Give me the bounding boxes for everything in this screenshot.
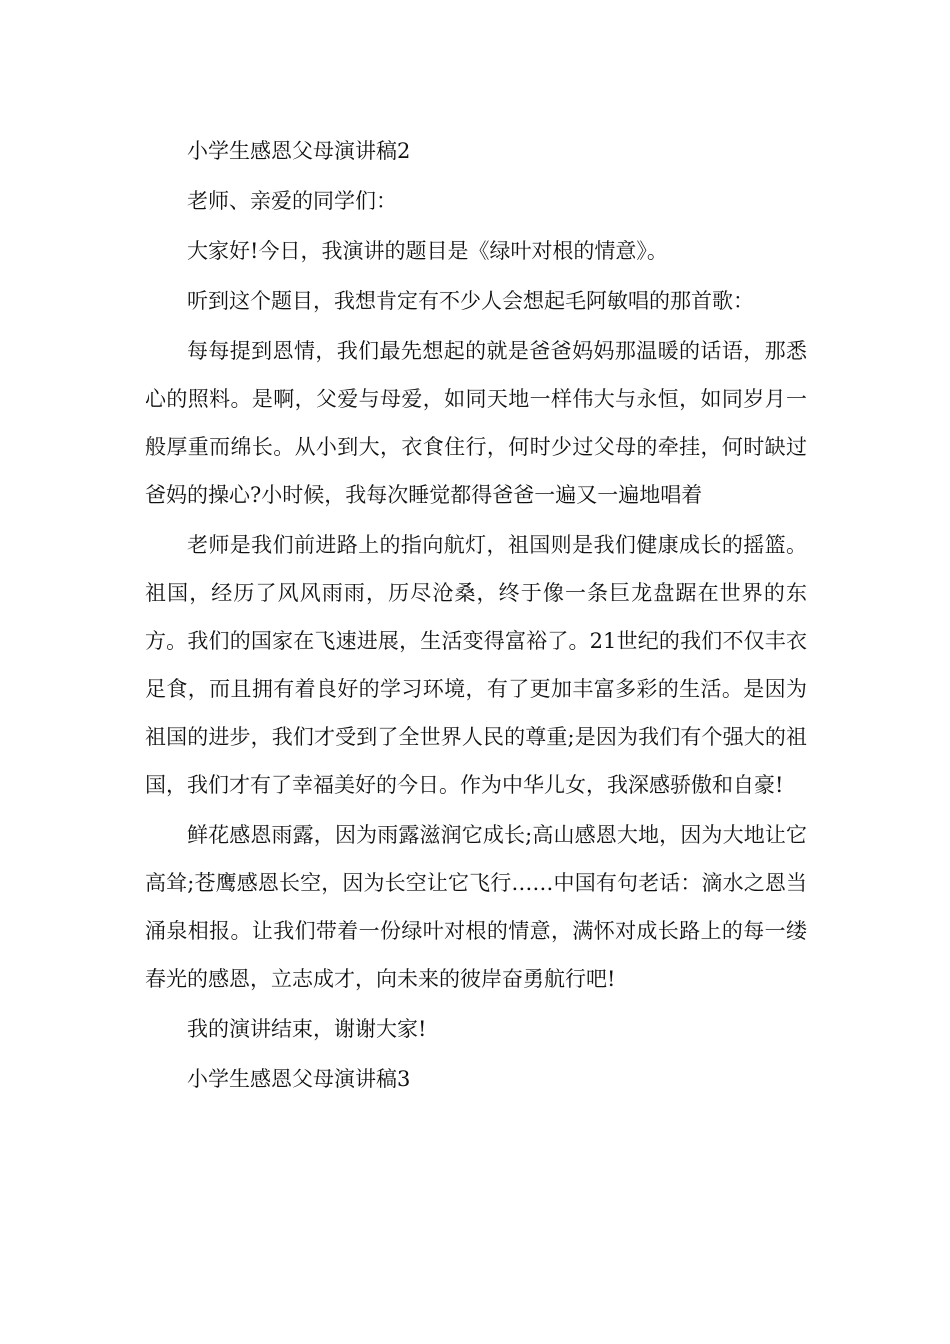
document-body xyxy=(145,127,807,1103)
paragraph-greeting: 大家好!今日，我演讲的题目是《绿叶对根的情意》。 xyxy=(187,239,668,263)
section-title: 小学生感恩父母演讲稿2 xyxy=(187,139,411,163)
salutation: 老师、亲爱的同学们： xyxy=(187,189,397,213)
paragraph-intro: 听到这个题目，我想肯定有不少人会想起毛阿敏唱的那首歌： xyxy=(187,289,754,313)
paragraph-parents: 每每提到恩情，我们最先想起的就是爸爸妈妈那温暖的话语，那悉心的照料。是啊，父爱与母爱，如同天地一样伟大与永恒，如同岁月一般厚重而绵长。从小到大，衣食住行，何时少过父母的牵挂，何时缺过爸妈的操心?小时候，我每次睡觉都得爸爸一遍又一遍地唱着 xyxy=(145,339,807,507)
paragraph-gratitude: 鲜花感恩雨露，因为雨露滋润它成长;高山感恩大地，因为大地让它高耸;苍鹰感恩长空，因为长空让它飞行……中国有句老话：滴水之恩当涌泉相报。让我们带着一份绿叶对根的情意，满怀对成长路上的每一缕春光的感恩，立志成才，向未来的彼岸奋勇航行吧! xyxy=(145,823,807,991)
paragraph-closing: 我的演讲结束，谢谢大家! xyxy=(187,1017,427,1041)
next-section-title: 小学生感恩父母演讲稿3 xyxy=(187,1067,411,1091)
paragraph-motherland: 老师是我们前进路上的指向航灯，祖国则是我们健康成长的摇篮。祖国，经历了风风雨雨，历尽沧桑，终于像一条巨龙盘踞在世界的东方。我们的国家在飞速进展，生活变得富裕了。21世纪的我们不仅丰衣足食，而且拥有着良好的学习环境，有了更加丰富多彩的生活。是因为祖国的进步，我们才受到了全世界人民的尊重;是因为我们有个强大的祖国，我们才有了幸福美好的今日。作为中华儿女，我深感骄傲和自豪! xyxy=(145,533,807,797)
